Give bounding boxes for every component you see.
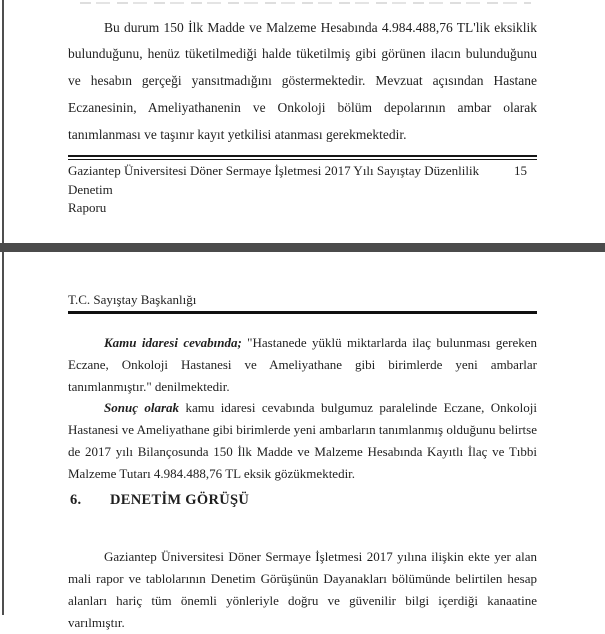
opinion-paragraph: Gaziantep Üniversitesi Döner Sermaye İşletmesi 2017 yılına ilişkin ekte yer alan mali rapor ve tablolarının Denetim Görüşünün Dayanakları bölümünde belirtilen hesap alanları hariç tüm önemli yönleriyle doğru ve güvenilir bilgi içerdiği kanaatine varılmıştır. bbox=[68, 549, 537, 630]
conclusion-paragraph bbox=[68, 397, 537, 485]
header-rule bbox=[68, 311, 537, 314]
page-number: 15 bbox=[514, 163, 527, 178]
conclusion-text: kamu idaresi cevabında bulgumuz paralelinde Eczane, Onkoloji Hastanesi ve Ameliyathane gibi birimlerde yeni ambarların tanımlanmış olduğunu belirtse de 2017 yılı Bilançosunda 150 İlk Madde ve Malzeme Hesabında Kayıtlı İlaç ve Tıbbi Malzeme Tutarı 4.984.488,76 TL eksik gözükmektedir. bbox=[68, 400, 537, 481]
section-heading bbox=[70, 492, 249, 509]
footer-double-rule bbox=[68, 155, 537, 160]
section-title: DENETİM GÖRÜŞÜ bbox=[110, 492, 250, 508]
page-footer bbox=[68, 162, 537, 218]
page-header-title: T.C. Sayıştay Başkanlığı bbox=[68, 292, 197, 307]
finding-paragraph: Bu durum 150 İlk Madde ve Malzeme Hesabında 4.984.488,76 TL'lik eksiklik bulunduğunu, henüz tüketilmediği halde tüketilmiş gibi görünen ilacın bulunduğunu ve hesabın gerçeği yansıtmadığını göstermektedir. Mevzuat açısından Hastane Eczanesinin, Ameliyathanenin ve Onkoloji bölüm depolarının ambar olarak tanımlanması ve taşınır kayıt yetkilisi atanması gerekmektedir. bbox=[68, 19, 537, 142]
footer-title-line-2: Raporu bbox=[68, 200, 107, 215]
document-left-edge bbox=[2, 0, 4, 615]
footer-title-line-1: Gaziantep Üniversitesi Döner Sermaye İşletmesi 2017 Yılı Sayıştay Düzenlilik Denetim bbox=[68, 163, 480, 197]
page-separator bbox=[0, 243, 605, 252]
section-number: 6. bbox=[70, 492, 82, 508]
footer-report-title bbox=[68, 162, 498, 218]
response-lead: Kamu idaresi cevabında; bbox=[104, 335, 242, 350]
cropped-text-remnant bbox=[80, 2, 531, 4]
response-text: "Hastanede yüklü miktarlarda ilaç bulunması gereken Eczane, Onkoloji Hastanesi ve Ameliyathane gibi birimlerde yeni ambarlar tanımlanmıştır." denilmektedir. bbox=[68, 335, 538, 394]
response-paragraph bbox=[68, 332, 537, 398]
conclusion-lead: Sonuç olarak bbox=[104, 400, 180, 415]
